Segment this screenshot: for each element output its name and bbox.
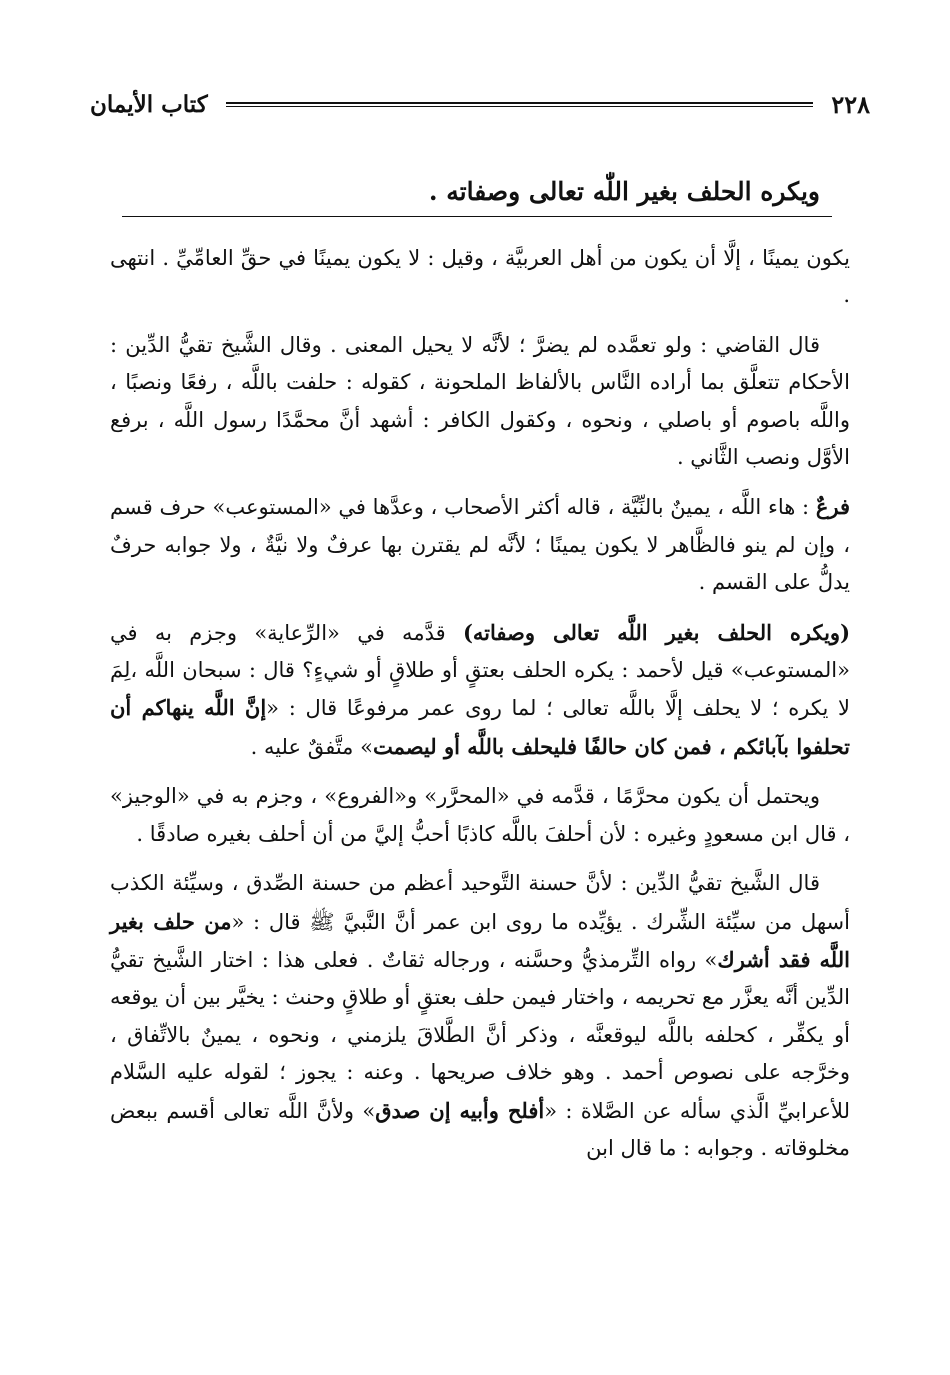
running-header <box>90 84 870 124</box>
heading-rule <box>122 216 832 217</box>
page-number: ٢٢٨ <box>831 89 870 119</box>
paragraph-1: يكون يمينًا ، إلَّا أن يكون من أهل العربيَّة ، وقيل : لا يكون يمينًا في حقِّ العامِّيِّ . انتهى . <box>110 246 850 308</box>
paragraph-5: ويحتمل أن يكون محرَّمًا ، قدَّمه في «المحرَّر» و«الفروع» ، وجزم به في «الوجيز» ، قال ابن مسعودٍ وغيره : لأن أحلفَ باللَّه كاذبًا أحبُّ إليَّ من أن أحلف بغيره صادقًا . <box>110 784 850 846</box>
paragraph-2: قال القاضي : ولو تعمَّده لم يضرَّ ؛ لأنَّه لا يحيل المعنى . وقال الشَّيخ تقيُّ الدِّين : الأحكام تتعلَّق بما أراده النَّاس بالألفاظ الملحونة ، كقوله : حلفت باللَّه ، رفعًا ونصبًا ، واللَّه باصوم أو باصلي ، ونحوه ، وكقول الكافر : أشهد أنَّ محمَّدًا رسول اللَّه ، برفع الأوَّل ونصب الثَّاني . <box>110 332 850 470</box>
paragraph-4: (ويكره الحلف بغير اللَّه تعالى وصفاته) قدَّمه في «الرِّعاية» وجزم به في «المستوعب» قيل لأحمد : يكره الحلف بعتقٍ أو طلاقٍ أو شيءٍ؟ قال : سبحان اللَّه ،لِمَ لا يكره ؛ لا يحلف إلَّا باللَّه تعالى ؛ لما روى عمر مرفوعًا قال : «إنَّ اللَّه ينهاكم أن تحلفوا بآبائكم ، فمن كان حالفًا فليحلف باللَّه أو ليصمت» متَّفقٌ عليه . <box>110 619 851 759</box>
paragraph-3: فرعٌ : هاء اللَّه ، يمينٌ بالنِّيَّة ، قاله أكثر الأصحاب ، وعدَّها في «المستوعب» حرف قسم ، وإن لم ينو فالظَّاهر لا يكون يمينًا ؛ لأنَّه لم يقترن بها عرفٌ ولا نيَّةٌ ، ولا جوابه حرفٌ يدلُّ على القسم . <box>110 494 850 595</box>
paragraph-6: قال الشَّيخ تقيُّ الدِّين : لأنَّ حسنة التَّوحيد أعظم من حسنة الصِّدق ، وسيِّئة الكذب أسهل من سيِّئة الشِّرك . يؤيِّده ما روى ابن عمر أنَّ النَّبيَّ ﷺ قال : «من حلف بغير اللَّه فقد أشرك» رواه التِّرمذيُّ وحسَّنه ، ورجاله ثقاتٌ . فعلى هذا : اختار الشَّيخ تقيُّ الدِّين أنَّه يعزَّر مع تحريمه ، واختار فيمن حلف بعتقٍ أو طلاقٍ وحنث : يخيَّر بين أن يوقعه أو يكفِّر ، كحلفه باللَّه ليوقعنَّه ، وذكر أنَّ الطَّلاقَ يلزمني ، ونحوه ، يمينٌ بالاتِّفاق ، وخرَّجه على نصوص أحمد . وهو خلاف صريحها . وعنه : يجوز ؛ لقوله عليه السَّلام للأعرابيِّ الَّذي سأله عن الصَّلاة : «أفلح وأبيه إن صدق» ولأنَّ اللَّه تعالى أقسم ببعض مخلوقاته . وجوابه : ما قال ابن <box>109 871 850 1160</box>
header-rule <box>226 102 814 107</box>
book-title: كتاب الأيمان <box>90 90 208 118</box>
body-text <box>110 240 850 1179</box>
section-heading: ويكره الحلف بغير اللّٰه تعالى وصفاته . <box>428 177 820 206</box>
